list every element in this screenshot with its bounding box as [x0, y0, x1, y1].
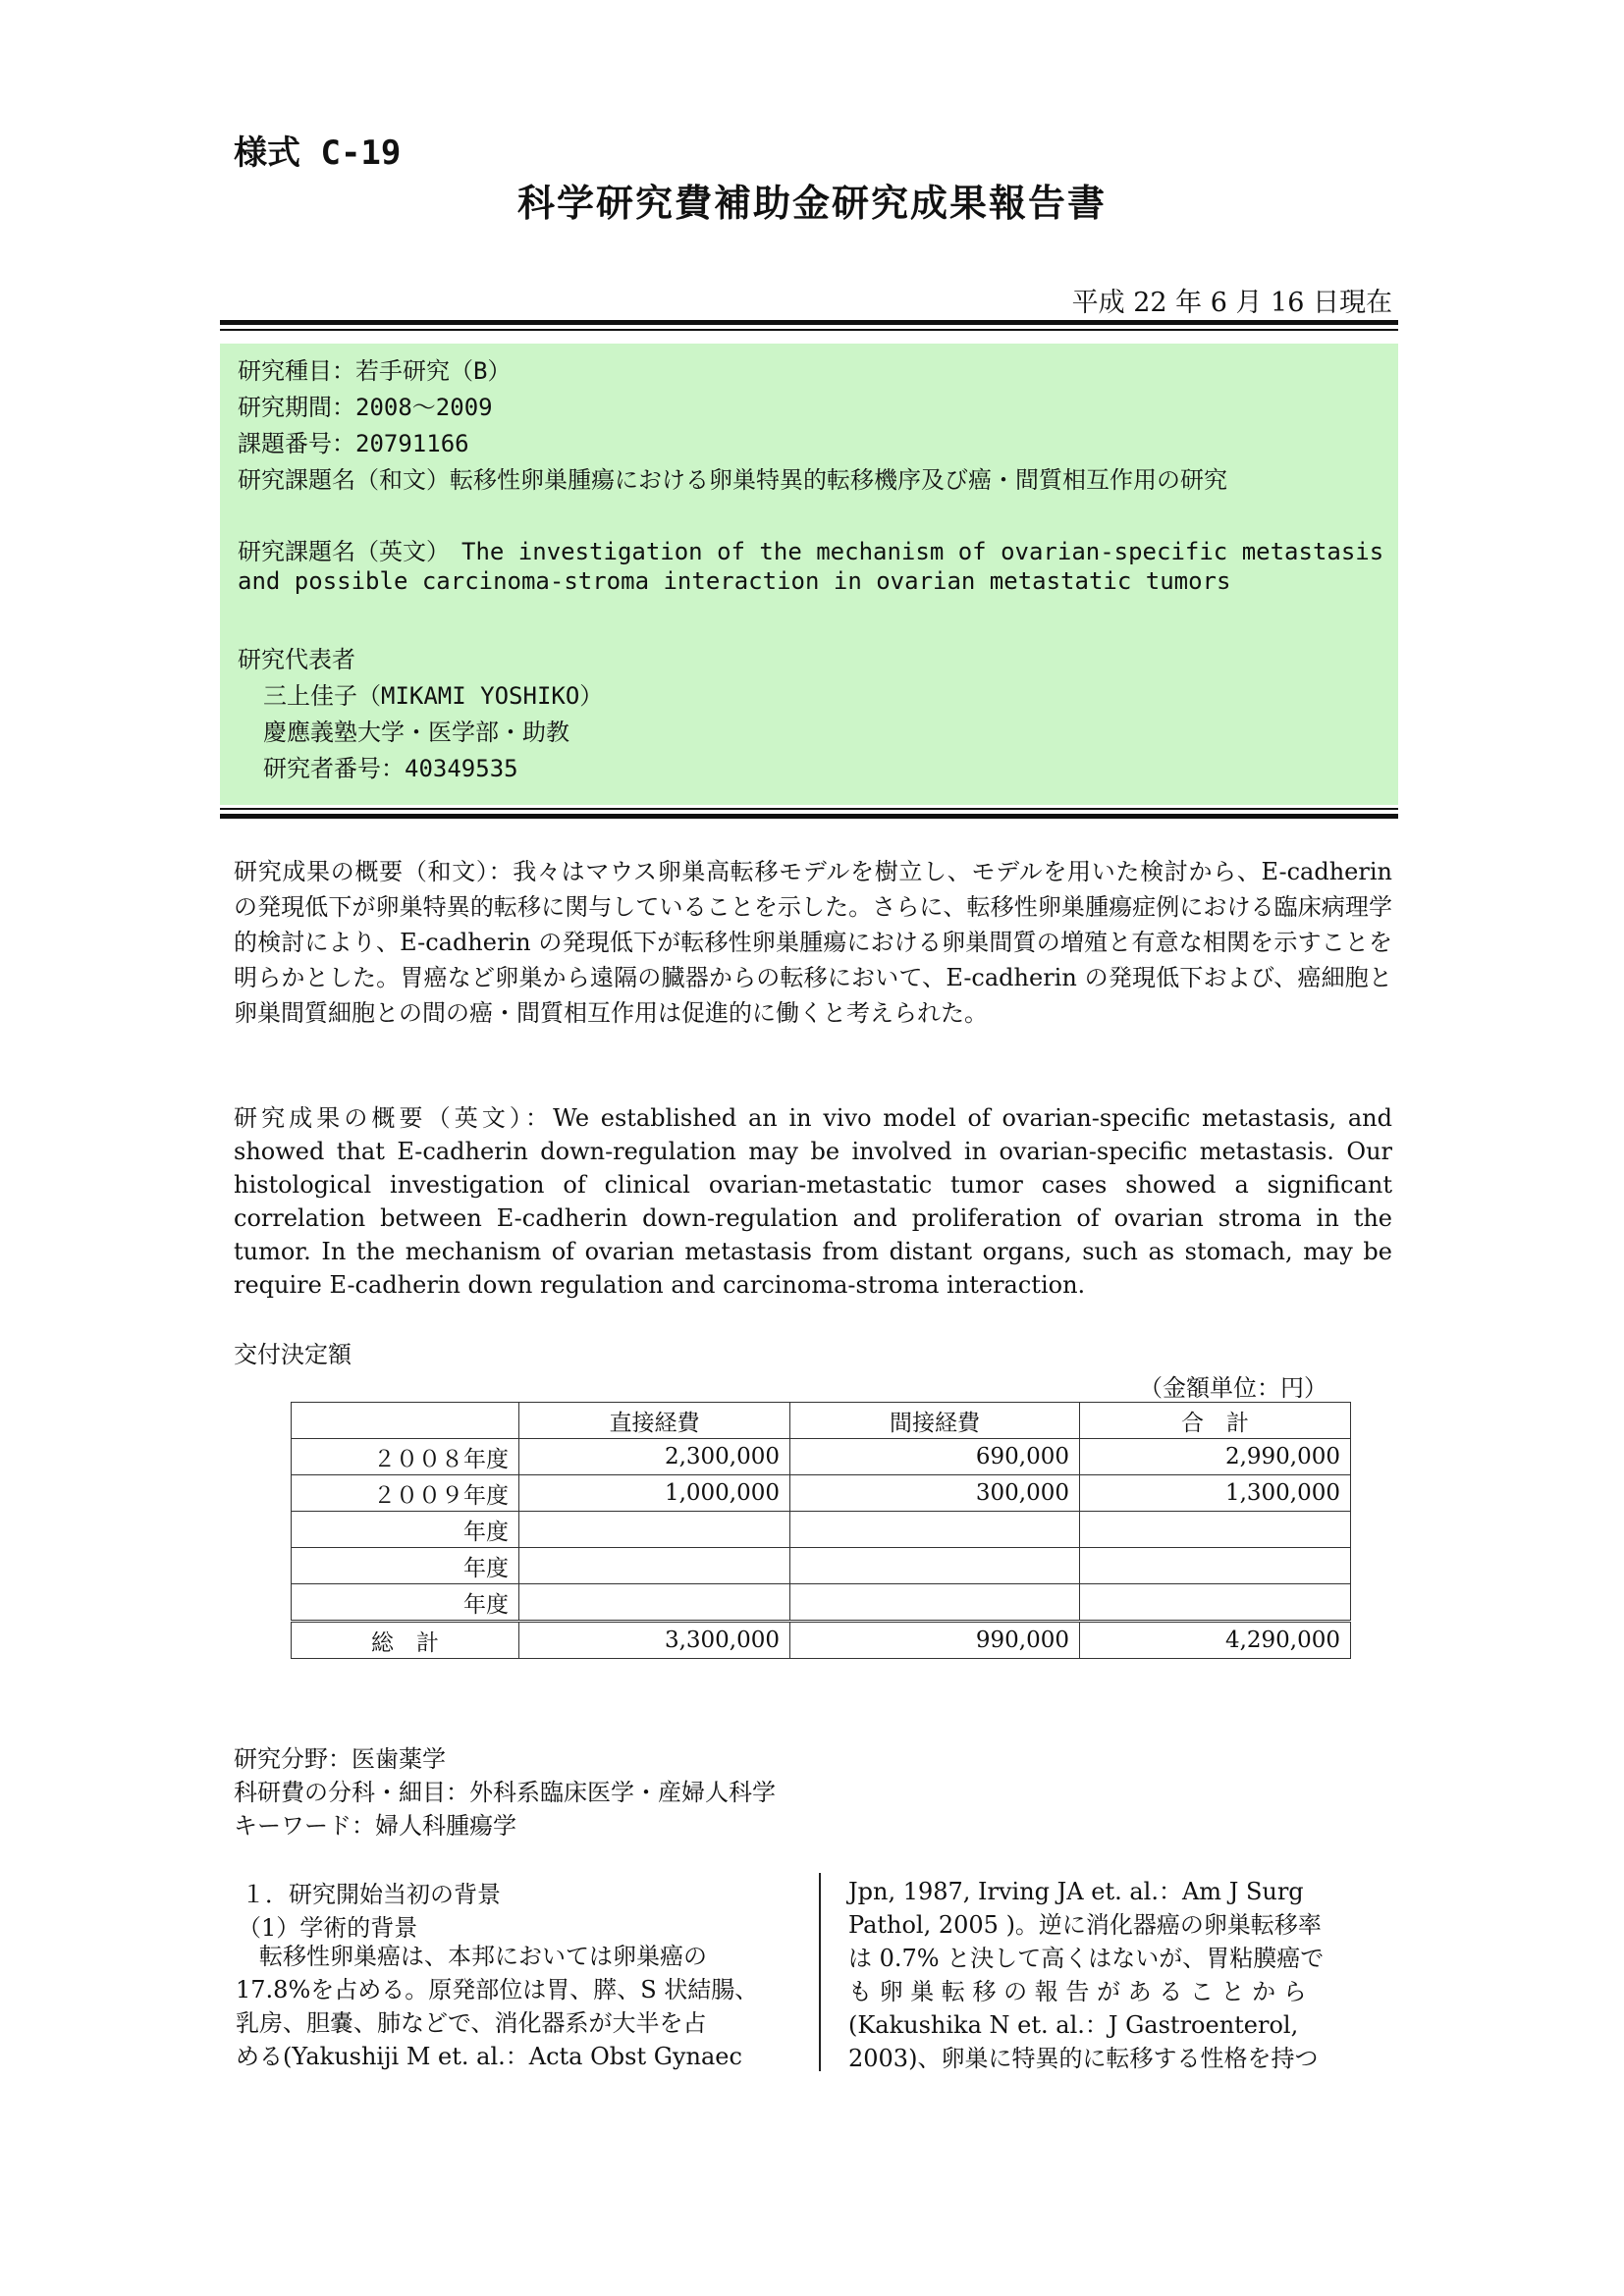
table-cell: 300,000	[790, 1475, 1080, 1512]
table-cell	[519, 1584, 790, 1622]
table-cell	[519, 1548, 790, 1584]
bottom-rule-thin	[220, 808, 1398, 810]
representative-affiliation: 慶應義塾大学・医学部・助教	[263, 719, 569, 746]
report-title: 科学研究費補助金研究成果報告書	[516, 182, 1107, 225]
representative-name: 三上佳子（MIKAMI YOSHIKO）	[263, 682, 604, 710]
research-subdivision: 科研費の分科・細目：外科系臨床医学・産婦人科学	[234, 1779, 776, 1806]
table-cell: 2,300,000	[519, 1439, 790, 1475]
keywords: キーワード：婦人科腫瘍学	[234, 1812, 516, 1840]
table-cell: 690,000	[790, 1439, 1080, 1475]
grant-table	[291, 1402, 1351, 1659]
table-cell	[519, 1512, 790, 1548]
section-heading: １．研究開始当初の背景	[242, 1881, 501, 1908]
table-cell: 年度	[292, 1584, 519, 1622]
table-header-cell: 合 計	[1080, 1403, 1351, 1439]
table-cell: 990,000	[790, 1622, 1080, 1659]
table-header-cell: 直接経費	[519, 1403, 790, 1439]
body-right-line: Pathol, 2005 )。逆に消化器癌の卵巣転移率	[848, 1911, 1322, 1939]
table-cell	[790, 1512, 1080, 1548]
table-cell: 年度	[292, 1548, 519, 1584]
body-left-line: 転移性卵巣癌は、本邦においては卵巣癌の	[236, 1943, 707, 1970]
body-right-line: 2003)、卵巣に特異的に転移する性格を持つ	[848, 2045, 1319, 2072]
grant-unit: （金額単位：円）	[1139, 1374, 1327, 1402]
researcher-id: 研究者番号：40349535	[263, 755, 518, 782]
table-cell: 1,300,000	[1080, 1475, 1351, 1512]
table-row	[292, 1512, 1351, 1548]
representative-heading: 研究代表者	[238, 646, 355, 673]
title-japanese: 研究課題名（和文）転移性卵巣腫瘍における卵巣特異的転移機序及び癌・間質相互作用の研究	[238, 466, 1227, 494]
table-cell: 年度	[292, 1512, 519, 1548]
top-rule-thin	[220, 329, 1398, 331]
table-cell	[1080, 1584, 1351, 1622]
subsection-heading: （1）学術的背景	[238, 1914, 418, 1942]
table-cell	[1080, 1548, 1351, 1584]
form-label: 様式 C-19	[234, 133, 402, 173]
body-left-line: 17.8%を占める。原発部位は胃、膵、S 状結腸、	[236, 1976, 759, 2003]
research-field: 研究分野：医歯薬学	[234, 1745, 446, 1773]
column-divider	[819, 1873, 821, 2071]
body-right-line: Jpn, 1987, Irving JA et. al.：Am J Surg	[848, 1878, 1304, 1905]
table-cell: 1,000,000	[519, 1475, 790, 1512]
body-left-line: める(Yakushiji M et. al.：Acta Obst Gynaec	[236, 2043, 742, 2070]
bottom-rule-thick	[220, 814, 1398, 819]
table-row	[292, 1439, 1351, 1475]
title-english-line2: and possible carcinoma-stroma interaction in ovarian metastatic tumors	[238, 567, 1231, 595]
table-header-row	[292, 1403, 1351, 1439]
table-cell: 3,300,000	[519, 1622, 790, 1659]
abstract-english: 研究成果の概要（英文）：We established an in vivo model of ovarian-specific metastasis, and showed that E-cadherin down-regulation may be involved in ovarian-specific metastasis. Our histological investigation of clinical ovarian-metastatic tumor cases showed a significant correlation between E-cadherin down-regulation and proliferation of ovarian stroma in the tumor. In the mechanism of ovarian metastasis from distant organs, such as stomach, may be require E-cadherin down regulation and carcinoma-stroma interaction.	[234, 1104, 1392, 1299]
body-left-line: 乳房、胆嚢、肺などで、消化器系が大半を占	[236, 2009, 707, 2037]
research-category: 研究種目：若手研究（B）	[238, 357, 512, 385]
table-header-cell: 間接経費	[790, 1403, 1080, 1439]
table-cell	[790, 1548, 1080, 1584]
table-cell: 4,290,000	[1080, 1622, 1351, 1659]
report-date: 平成 22 年 6 月 16 日現在	[1071, 288, 1392, 318]
table-cell: ２００９年度	[292, 1475, 519, 1512]
table-cell	[1080, 1512, 1351, 1548]
title-english-line1: 研究課題名（英文） The investigation of the mechanism of ovarian-specific metastasis	[238, 538, 1384, 565]
research-period: 研究期間：2008～2009	[238, 394, 493, 421]
top-rule-thick	[220, 320, 1398, 325]
table-cell	[790, 1584, 1080, 1622]
table-row	[292, 1584, 1351, 1622]
table-cell: 2,990,000	[1080, 1439, 1351, 1475]
table-cell: ２００８年度	[292, 1439, 519, 1475]
body-right-line: (Kakushika N et. al.：J Gastroenterol,	[848, 2011, 1299, 2039]
grant-heading: 交付決定額	[234, 1341, 352, 1368]
table-row	[292, 1548, 1351, 1584]
body-right-line: も 卵 巣 転 移 の 報 告 が あ る こ と か ら	[848, 1978, 1307, 2005]
body-right-line: は 0.7% と決して高くはないが、胃粘膜癌で	[848, 1945, 1325, 1972]
abstract-japanese: 研究成果の概要（和文）：我々はマウス卵巣高転移モデルを樹立し、モデルを用いた検討から、E-cadherin の発現低下が卵巣特異的転移に関与していることを示した。さらに、転移性卵巣腫瘍症例における臨床病理学的検討により、E-cadherin の発現低下が転移性卵巣腫瘍における卵巣間質の増殖と有意な相関を示すことを明らかとした。胃癌など卵巣から遠隔の臓器からの転移において、E-cadherin の発現低下および、癌細胞と卵巣間質細胞との間の癌・間質相互作用は促進的に働くと考えられた。	[234, 858, 1392, 1027]
project-number: 課題番号：20791166	[238, 430, 469, 457]
table-cell: 総 計	[292, 1622, 519, 1659]
table-header-cell	[292, 1403, 519, 1439]
table-total-row	[292, 1622, 1351, 1659]
table-row	[292, 1475, 1351, 1512]
